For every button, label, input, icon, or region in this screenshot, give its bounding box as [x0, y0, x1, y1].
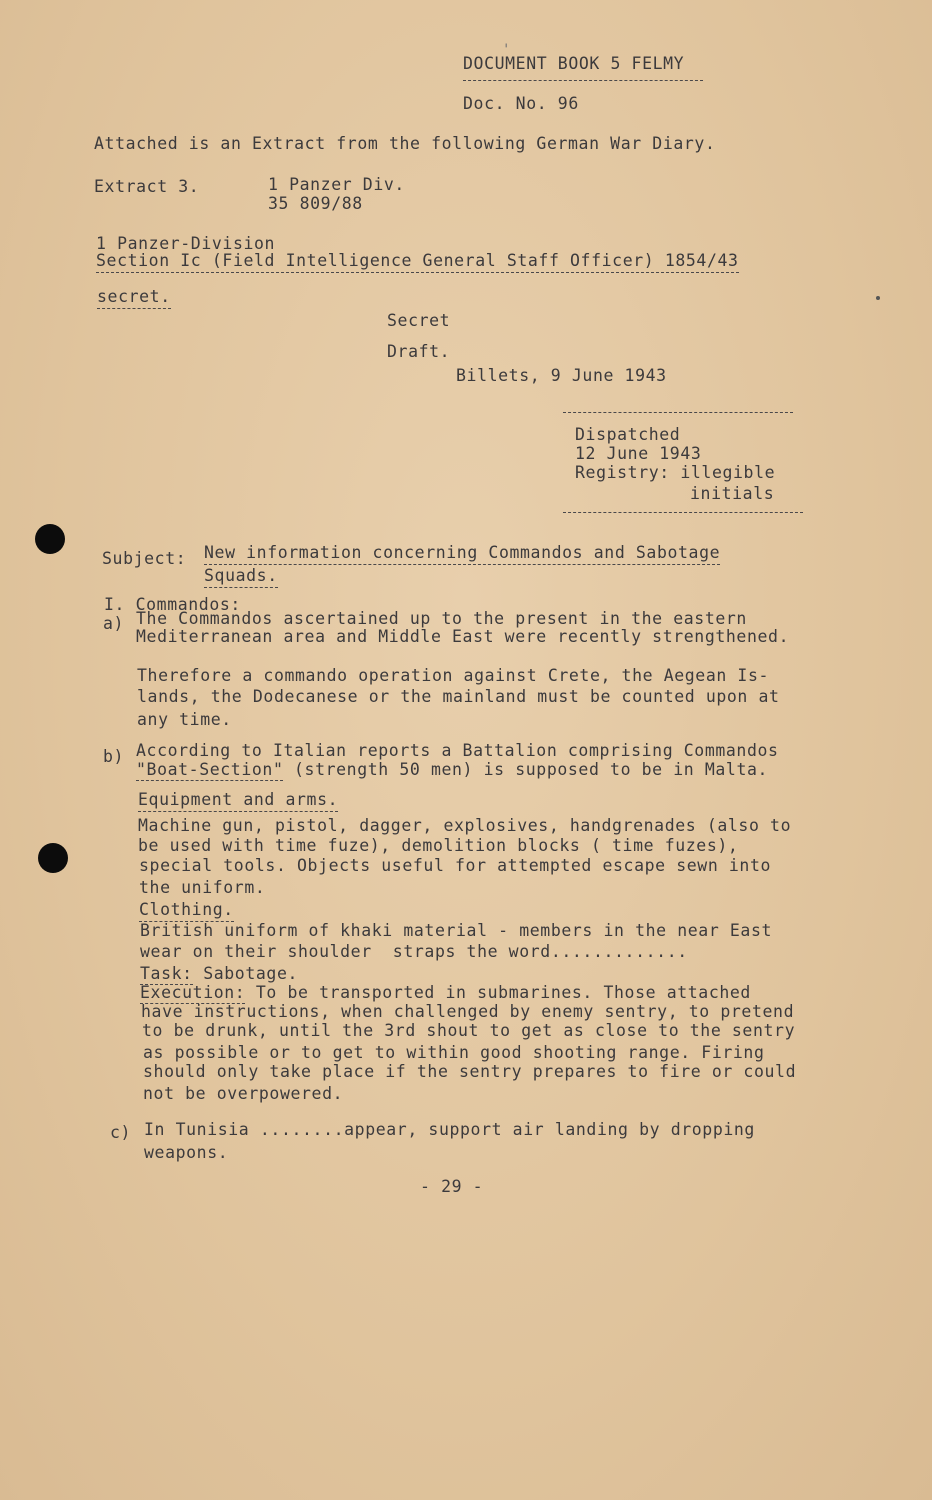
paragraph-line: Therefore a commando operation against Crete, the Aegean Is-	[137, 666, 770, 685]
division-name: 1 Panzer-Division	[96, 234, 276, 253]
item-c-label: c)	[110, 1123, 132, 1142]
item-a-label: a)	[103, 614, 125, 633]
equipment-line: be used with time fuze), demolition blocks ( time fuzes),	[138, 836, 739, 855]
stray-mark	[876, 296, 880, 300]
item-c-line: weapons.	[144, 1143, 229, 1162]
dispatch-initials: initials	[690, 484, 775, 503]
document-book-title: DOCUMENT BOOK 5 FELMY	[463, 54, 685, 73]
task-text: Sabotage.	[192, 964, 299, 983]
task-line	[140, 964, 298, 984]
punch-hole-upper	[35, 524, 65, 554]
item-a-line: Mediterranean area and Middle East were recently strengthened.	[136, 627, 790, 646]
equipment-line: Machine gun, pistol, dagger, explosives, handgrenades (also to	[138, 816, 792, 835]
equipment-line: special tools. Objects useful for attempted escape sewn into	[139, 856, 772, 875]
page-number: - 29 -	[420, 1177, 484, 1196]
item-c-line: In Tunisia ........appear, support air landing by dropping	[144, 1120, 755, 1139]
division-section: Section Ic (Field Intelligence General Staff Officer) 1854/43	[96, 251, 739, 273]
clothing-heading: Clothing.	[139, 900, 234, 922]
dispatch-rule-bottom	[563, 512, 803, 513]
dispatch-date: 12 June 1943	[575, 444, 702, 463]
execution-line: as possible or to get to within good shooting range. Firing	[143, 1043, 765, 1062]
clothing-line: wear on their shoulder straps the word.............	[140, 942, 688, 961]
boat-section-name: "Boat-Section"	[136, 760, 284, 779]
equipment-line: the uniform.	[139, 878, 266, 897]
execution-text: To be transported in submarines. Those attached	[245, 983, 751, 1002]
doc-number: Doc. No. 96	[463, 94, 579, 113]
execution-line: have instructions, when challenged by enemy sentry, to pretend	[141, 1002, 795, 1021]
secret-label: Secret	[387, 311, 451, 330]
execution-heading: Execution:	[140, 983, 246, 1002]
execution-line	[140, 983, 751, 1003]
equipment-heading: Equipment and arms.	[138, 790, 338, 812]
draft-label: Draft.	[387, 342, 451, 361]
item-b-line: According to Italian reports a Battalion comprising Commandos	[136, 741, 779, 760]
execution-line: should only take place if the sentry prepares to fire or could	[143, 1062, 797, 1081]
subject-line-2: Squads.	[204, 566, 278, 588]
paragraph-line: any time.	[137, 710, 232, 729]
extract-ref: 35 809/88	[268, 194, 363, 213]
item-a-line: The Commandos ascertained up to the present in the eastern	[136, 609, 747, 628]
task-heading: Task:	[140, 964, 193, 983]
dispatch-line: Dispatched	[575, 425, 681, 444]
dispatch-rule-top	[563, 412, 793, 413]
subject-label: Subject:	[102, 549, 187, 568]
execution-line: not be overpowered.	[143, 1084, 344, 1103]
header-rule	[463, 80, 703, 81]
stray-mark: '	[502, 42, 511, 58]
paragraph-line: lands, the Dodecanese or the mainland must be counted upon at	[137, 687, 780, 706]
classification: secret.	[97, 287, 171, 309]
intro-line: Attached is an Extract from the following German War Diary.	[94, 134, 716, 153]
section-heading: I. Commandos:	[104, 595, 241, 614]
clothing-line: British uniform of khaki material - members in the near East	[140, 921, 773, 940]
extract-label: Extract 3.	[94, 177, 200, 196]
dispatch-registry: Registry: illegible	[575, 463, 776, 482]
item-b-line	[136, 760, 768, 780]
place-date: Billets, 9 June 1943	[456, 366, 667, 385]
item-b-line-rest: (strength 50 men) is supposed to be in Malta.	[283, 760, 769, 779]
punch-hole-lower	[38, 843, 68, 873]
execution-line: to be drunk, until the 3rd shout to get as close to the sentry	[142, 1021, 796, 1040]
extract-unit: 1 Panzer Div.	[268, 175, 405, 194]
item-b-label: b)	[103, 747, 125, 766]
subject-line-1: New information concerning Commandos and Sabotage	[204, 543, 720, 565]
